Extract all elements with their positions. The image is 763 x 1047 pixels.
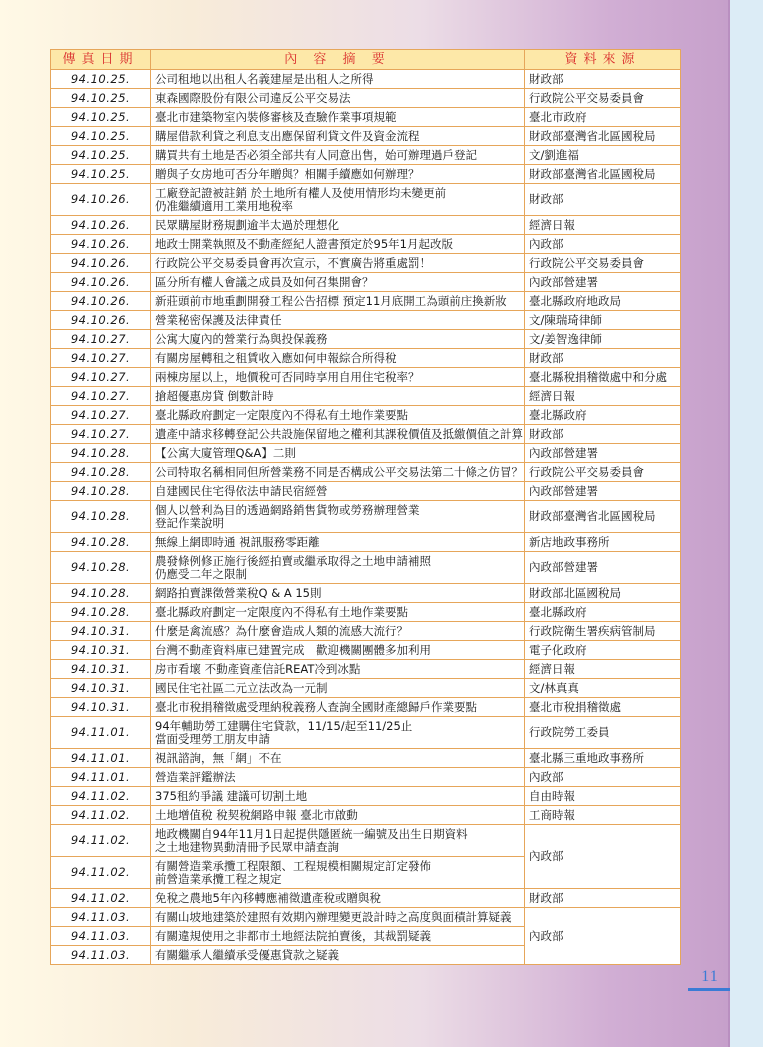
table-row (51, 165, 681, 184)
row-source: 財政部 (525, 184, 681, 216)
summary-line: 贈與子女房地可否分年贈與？相關手續應如何辦理？ (155, 166, 420, 181)
row-date: 94.10.31. (51, 660, 151, 679)
summary-line: 臺北縣政府劃定一定限度內不得私有土地作業要點 (155, 407, 408, 422)
row-source: 行政院公平交易委員會 (525, 463, 681, 482)
summary-line: 網路拍賣課徵營業稅Q & A 15則 (155, 585, 322, 600)
table-row (51, 603, 681, 622)
row-source: 臺北縣政府 (525, 603, 681, 622)
row-summary (151, 622, 525, 641)
summary-line: 無線上網即時通 視訊服務零距離 (155, 534, 320, 549)
row-summary (151, 387, 525, 406)
table-row (51, 787, 681, 806)
row-summary (151, 501, 525, 533)
row-date: 94.11.01. (51, 717, 151, 749)
row-source: 財政部北區國稅局 (525, 584, 681, 603)
row-date: 94.10.28. (51, 444, 151, 463)
row-date: 94.11.02. (51, 857, 151, 889)
table-row (51, 749, 681, 768)
row-date: 94.10.26. (51, 273, 151, 292)
row-source: 臺北縣政府地政局 (525, 292, 681, 311)
summary-line: 地政士開業執照及不動產經紀人證書預定於95年1月起改版 (155, 236, 453, 251)
table-row (51, 444, 681, 463)
table-row (51, 70, 681, 89)
table-row (51, 660, 681, 679)
row-source: 臺北縣三重地政事務所 (525, 749, 681, 768)
row-summary (151, 679, 525, 698)
row-summary (151, 603, 525, 622)
summary-line: 臺北市稅捐稽徵處受理納稅義務人查詢全國財產總歸戶作業要點 (155, 699, 477, 714)
row-date: 94.11.02. (51, 825, 151, 857)
row-date: 94.10.27. (51, 425, 151, 444)
right-margin-strip (730, 0, 763, 1047)
table-row (51, 235, 681, 254)
row-date: 94.10.27. (51, 368, 151, 387)
summary-line: 東森國際股份有限公司違反公平交易法 (155, 90, 351, 105)
summary-line: 搶超優惠房貸 倒數計時 (155, 388, 274, 403)
row-summary (151, 857, 525, 889)
row-summary (151, 533, 525, 552)
row-summary (151, 254, 525, 273)
row-summary (151, 311, 525, 330)
summary-line: 工廠登記證被註銷 於土地所有權人及使用情形均未變更前 (155, 185, 447, 200)
row-summary (151, 406, 525, 425)
row-source: 財政部 (525, 425, 681, 444)
row-summary (151, 825, 525, 857)
row-summary (151, 127, 525, 146)
table-row (51, 717, 681, 749)
row-date: 94.11.03. (51, 946, 151, 965)
table-row (51, 698, 681, 717)
row-date: 94.10.27. (51, 387, 151, 406)
summary-line: 兩棟房屋以上，地價稅可否同時享用自用住宅稅率？ (155, 369, 420, 384)
row-source: 文/姜智逸律師 (525, 330, 681, 349)
table-header-row (51, 50, 681, 70)
row-source: 行政院公平交易委員會 (525, 89, 681, 108)
row-date: 94.10.31. (51, 622, 151, 641)
row-date: 94.10.26. (51, 216, 151, 235)
row-source: 內政部營建署 (525, 552, 681, 584)
row-summary (151, 698, 525, 717)
row-date: 94.10.27. (51, 406, 151, 425)
row-summary (151, 444, 525, 463)
table-row (51, 273, 681, 292)
row-source: 財政部 (525, 70, 681, 89)
row-date: 94.10.31. (51, 698, 151, 717)
table-row (51, 552, 681, 584)
table-row (51, 254, 681, 273)
summary-line: 什麼是禽流感？為什麼會造成人類的流感大流行？ (155, 623, 408, 638)
row-date: 94.10.28. (51, 501, 151, 533)
summary-line: 行政院公平交易委員會再次宣示，不實廣告將重處罰！ (155, 255, 431, 270)
row-summary (151, 717, 525, 749)
row-summary (151, 641, 525, 660)
row-date: 94.10.25. (51, 165, 151, 184)
row-source: 內政部營建署 (525, 482, 681, 501)
summary-line: 【公寓大廈管理Q&A】二則 (155, 445, 296, 460)
summary-line: 新莊頭前市地重劃開發工程公告招標 預定11月底開工為頭前庄換新妝 (155, 293, 507, 308)
row-date: 94.10.26. (51, 311, 151, 330)
header-source: 資料來源 (525, 50, 681, 70)
summary-line: 登記作業說明 (155, 515, 224, 530)
row-date: 94.10.26. (51, 254, 151, 273)
row-summary (151, 552, 525, 584)
row-summary (151, 273, 525, 292)
row-date: 94.10.28. (51, 552, 151, 584)
table-row (51, 330, 681, 349)
summary-line: 當面受理勞工朋友申請 (155, 731, 270, 746)
row-source: 內政部 (525, 235, 681, 254)
row-date: 94.10.26. (51, 184, 151, 216)
table-row (51, 127, 681, 146)
summary-line: 免稅之農地5年內移轉應補徵遺產稅或贈與稅 (155, 890, 381, 905)
header-date: 傳真日期 (51, 50, 151, 70)
row-source: 文/劉進福 (525, 146, 681, 165)
row-source: 臺北市稅捐稽徵處 (525, 698, 681, 717)
row-source: 內政部 (525, 825, 681, 889)
table-row (51, 622, 681, 641)
row-source: 電子化政府 (525, 641, 681, 660)
table-row (51, 146, 681, 165)
row-date: 94.10.25. (51, 70, 151, 89)
summary-line: 個人以營利為目的透過網路銷售貨物或勞務辦理營業 (155, 502, 420, 517)
row-date: 94.10.25. (51, 146, 151, 165)
row-source: 行政院衛生署疾病管制局 (525, 622, 681, 641)
row-summary (151, 768, 525, 787)
row-summary (151, 330, 525, 349)
row-source: 內政部營建署 (525, 444, 681, 463)
row-summary (151, 216, 525, 235)
row-date: 94.10.26. (51, 235, 151, 254)
summary-line: 仍應受二年之限制 (155, 566, 247, 581)
row-date: 94.10.28. (51, 463, 151, 482)
row-summary (151, 292, 525, 311)
table-row (51, 482, 681, 501)
summary-line: 國民住宅社區二元立法改為一元制 (155, 680, 328, 695)
table-row (51, 184, 681, 216)
row-summary (151, 463, 525, 482)
row-source: 財政部臺灣省北區國稅局 (525, 127, 681, 146)
row-source: 財政部臺灣省北區國稅局 (525, 165, 681, 184)
row-date: 94.10.28. (51, 482, 151, 501)
summary-line: 購買共有土地是否必須全部共有人同意出售，始可辦理過戶登記 (155, 147, 477, 162)
row-date: 94.11.02. (51, 806, 151, 825)
table-row (51, 679, 681, 698)
row-summary (151, 425, 525, 444)
header-summary: 內 容 摘 要 (151, 50, 525, 70)
fax-records-table (50, 49, 681, 965)
table-row (51, 406, 681, 425)
table-row (51, 387, 681, 406)
table-row (51, 108, 681, 127)
table-row (51, 889, 681, 908)
row-summary (151, 89, 525, 108)
summary-line: 前營造業承攬工程之規定 (155, 871, 282, 886)
summary-line: 臺北市建築物室內裝修審核及查驗作業事項規範 (155, 109, 397, 124)
row-date: 94.10.25. (51, 127, 151, 146)
summary-line: 購屋借款利貸之利息支出應保留利貸文件及資金流程 (155, 128, 420, 143)
table-row (51, 501, 681, 533)
row-date: 94.11.01. (51, 749, 151, 768)
summary-line: 有關房屋轉租之租賃收入應如何申報綜合所得稅 (155, 350, 397, 365)
summary-line: 公寓大廈內的營業行為與投保義務 (155, 331, 328, 346)
table-row (51, 768, 681, 787)
table-row (51, 463, 681, 482)
row-summary (151, 889, 525, 908)
table-row (51, 908, 681, 927)
row-source: 臺北縣政府 (525, 406, 681, 425)
row-date: 94.11.02. (51, 787, 151, 806)
row-date: 94.11.03. (51, 908, 151, 927)
summary-line: 視訊諮詢，無「網」不在 (155, 750, 282, 765)
row-date: 94.10.31. (51, 641, 151, 660)
row-source: 文/林真真 (525, 679, 681, 698)
row-summary (151, 927, 525, 946)
summary-line: 有關山坡地建築於建照有效期內辦理變更設計時之高度與面積計算疑義 (155, 909, 512, 924)
table-row (51, 311, 681, 330)
page-number-underline (688, 988, 730, 991)
row-source: 財政部 (525, 889, 681, 908)
row-summary (151, 165, 525, 184)
row-source: 行政院公平交易委員會 (525, 254, 681, 273)
row-summary (151, 660, 525, 679)
table-body (51, 70, 681, 965)
row-date: 94.10.31. (51, 679, 151, 698)
summary-line: 台灣不動產資料庫已建置完成 歡迎機關團體多加利用 (155, 642, 431, 657)
row-date: 94.10.27. (51, 349, 151, 368)
table-row (51, 216, 681, 235)
row-date: 94.11.03. (51, 927, 151, 946)
row-source: 臺北縣稅捐稽徵處中和分處 (525, 368, 681, 387)
row-source: 內政部營建署 (525, 273, 681, 292)
summary-line: 土地增值稅 稅契稅網路申報 臺北市啟動 (155, 807, 358, 822)
row-date: 94.11.01. (51, 768, 151, 787)
summary-line: 公司特取名稱相同但所營業務不同是否構成公平交易法第二十條之仿冒？ (155, 464, 523, 479)
summary-line: 有關繼承人繼續承受優惠貸款之疑義 (155, 947, 339, 962)
row-source: 經濟日報 (525, 660, 681, 679)
table-row (51, 806, 681, 825)
row-summary (151, 184, 525, 216)
row-source: 臺北市政府 (525, 108, 681, 127)
row-date: 94.11.02. (51, 889, 151, 908)
row-summary (151, 749, 525, 768)
row-source: 經濟日報 (525, 387, 681, 406)
summary-line: 農發條例修正施行後經拍賣或繼承取得之土地申請補照 (155, 553, 431, 568)
summary-line: 有關營造業承攬工程限額、工程規模相關規定訂定發佈 (155, 858, 431, 873)
row-source: 工商時報 (525, 806, 681, 825)
table-row (51, 825, 681, 857)
row-summary (151, 787, 525, 806)
table-row (51, 425, 681, 444)
table-row (51, 584, 681, 603)
table-row (51, 641, 681, 660)
row-source: 行政院勞工委員 (525, 717, 681, 749)
row-source: 內政部 (525, 768, 681, 787)
page-number: 11 (701, 968, 719, 985)
table-row (51, 89, 681, 108)
row-source: 經濟日報 (525, 216, 681, 235)
summary-line: 公司租地以出租人名義建屋是出租人之所得 (155, 71, 374, 86)
row-source: 財政部 (525, 349, 681, 368)
row-summary (151, 908, 525, 927)
row-date: 94.10.25. (51, 108, 151, 127)
summary-line: 營業秘密保護及法律責任 (155, 312, 282, 327)
table-row (51, 368, 681, 387)
table-row (51, 533, 681, 552)
summary-line: 地政機關自94年11月1日起提供隱匿統一編號及出生日期資料 (155, 826, 468, 841)
summary-line: 有關違規使用之非都市土地經法院拍賣後，其裁罰疑義 (155, 928, 431, 943)
summary-line: 仍准繼續適用工業用地稅率 (155, 198, 293, 213)
row-summary (151, 70, 525, 89)
row-summary (151, 368, 525, 387)
summary-line: 臺北縣政府劃定一定限度內不得私有土地作業要點 (155, 604, 408, 619)
summary-line: 營造業評鑑辦法 (155, 769, 236, 784)
row-source: 自由時報 (525, 787, 681, 806)
summary-line: 之土地建物異動清冊予民眾申請查詢 (155, 839, 339, 854)
row-date: 94.10.28. (51, 603, 151, 622)
row-summary (151, 235, 525, 254)
summary-line: 94年輔助勞工建購住宅貸款，11/15/起至11/25止 (155, 718, 413, 733)
summary-line: 區分所有權人會議之成員及如何召集開會？ (155, 274, 374, 289)
row-summary (151, 108, 525, 127)
row-date: 94.10.25. (51, 89, 151, 108)
row-source: 財政部臺灣省北區國稅局 (525, 501, 681, 533)
row-source: 新店地政事務所 (525, 533, 681, 552)
summary-line: 375租約爭議 建議可切割土地 (155, 788, 308, 803)
row-date: 94.10.26. (51, 292, 151, 311)
row-date: 94.10.28. (51, 533, 151, 552)
row-summary (151, 584, 525, 603)
row-date: 94.10.28. (51, 584, 151, 603)
row-source: 文/陳瑞琦律師 (525, 311, 681, 330)
summary-line: 自建國民住宅得依法申請民宿經營 (155, 483, 328, 498)
summary-line: 房市看壞 不動產資產信託REAT冷到冰點 (155, 661, 361, 676)
row-summary (151, 146, 525, 165)
row-summary (151, 946, 525, 965)
row-summary (151, 349, 525, 368)
summary-line: 遺產中請求移轉登記公共設施保留地之權利其課稅價值及抵繳價值之計算 (155, 426, 523, 441)
row-summary (151, 806, 525, 825)
row-source: 內政部 (525, 908, 681, 965)
table-row (51, 349, 681, 368)
row-date: 94.10.27. (51, 330, 151, 349)
table-row (51, 292, 681, 311)
summary-line: 民眾購屋財務規劃逾半太過於理想化 (155, 217, 339, 232)
row-summary (151, 482, 525, 501)
